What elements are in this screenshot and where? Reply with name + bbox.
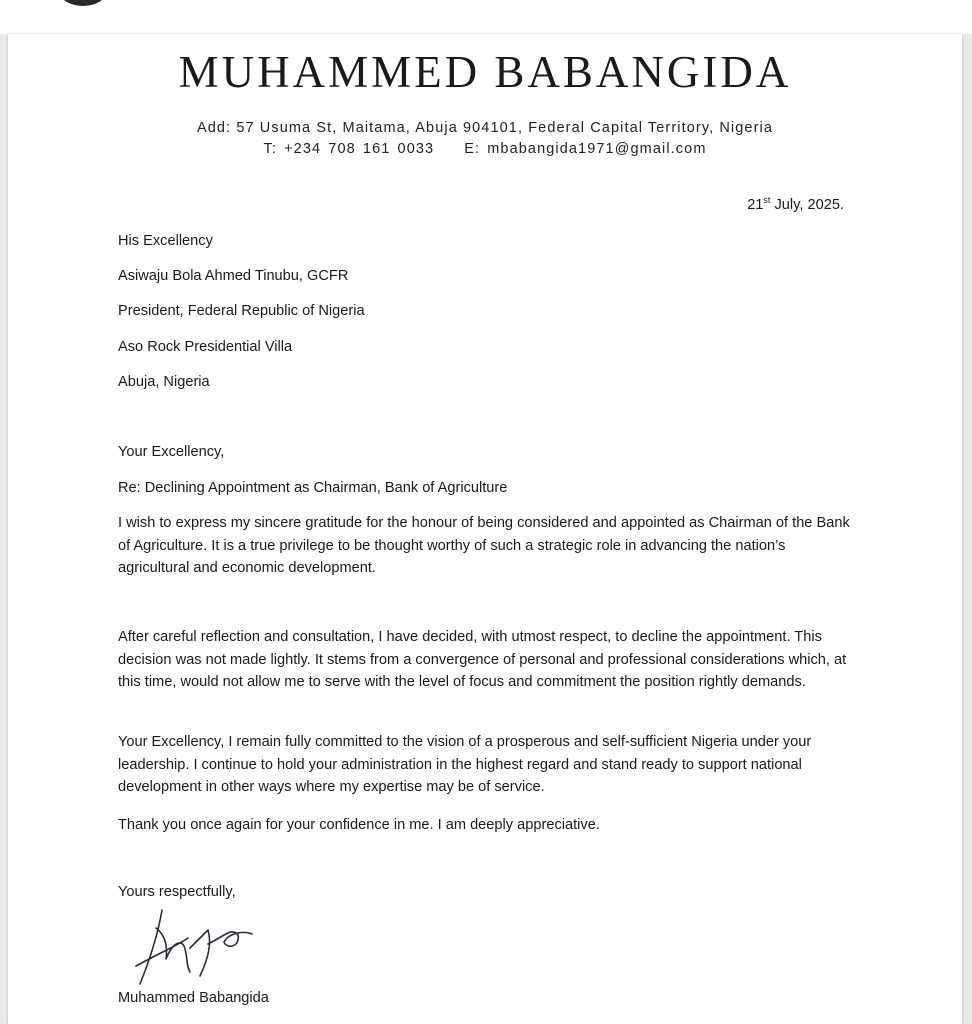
recipient-line: President, Federal Republic of Nigeria — [118, 303, 365, 319]
letterhead-email: E: mbabangida1971@gmail.com — [464, 141, 707, 157]
letter-date — [747, 194, 844, 217]
letterhead-address: Add: 57 Usuma St, Maitama, Abuja 904101, Federal Capital Territory, Nigeria — [196, 120, 774, 136]
date-rest: July, 2025. — [770, 197, 844, 213]
paragraph-gratitude: I wish to express my sincere gratitude for the honour of being considered and appointed as Chairman of the Bank of Agriculture. It is a true privilege to be thought worthy of such a strategic role in advancing the nation’s agricultural and economic development. — [118, 515, 850, 576]
signer-name: Muhammed Babangida — [118, 990, 269, 1006]
closing: Yours respectfully, — [118, 884, 236, 900]
date-suffix: st — [763, 195, 771, 206]
salutation: Your Excellency, — [118, 444, 225, 460]
letterhead-name: MUHAMMED BABANGIDA — [178, 47, 792, 97]
top-strip — [0, 0, 972, 34]
paragraph-commitment: Your Excellency, I remain fully committed to the vision of a prosperous and self-sufficient Nigeria under your leadership. I continue to hold your administration in the highest regard and stand ready to support national development in other ways where my expertise may be of service. — [118, 734, 812, 795]
recipient-line: Aso Rock Presidential Villa — [118, 339, 293, 355]
recipient-line: Asiwaju Bola Ahmed Tinubu, GCFR — [118, 268, 349, 284]
top-edge-shape — [60, 0, 106, 6]
recipient-line: His Excellency — [118, 233, 213, 249]
paragraph-decline: After careful reflection and consultation, I have decided, with utmost respect, to decline the appointment. This decision was not made lightly. It stems from a convergence of personal and professional considerations which, at this time, would not allow me to serve with the level of focus and commitment the position rightly demands. — [118, 629, 847, 690]
letterhead-contact — [8, 141, 962, 157]
letterhead-phone: T: +234 708 161 0033 — [263, 141, 435, 157]
handwritten-signature — [128, 904, 268, 994]
paragraph-thanks: Thank you once again for your confidence in me. I am deeply appreciative. — [118, 817, 600, 833]
date-day: 21 — [747, 197, 764, 213]
letter-page — [8, 34, 962, 1024]
recipient-line: Abuja, Nigeria — [118, 374, 210, 390]
subject-line: Re: Declining Appointment as Chairman, Bank of Agriculture — [118, 480, 508, 496]
